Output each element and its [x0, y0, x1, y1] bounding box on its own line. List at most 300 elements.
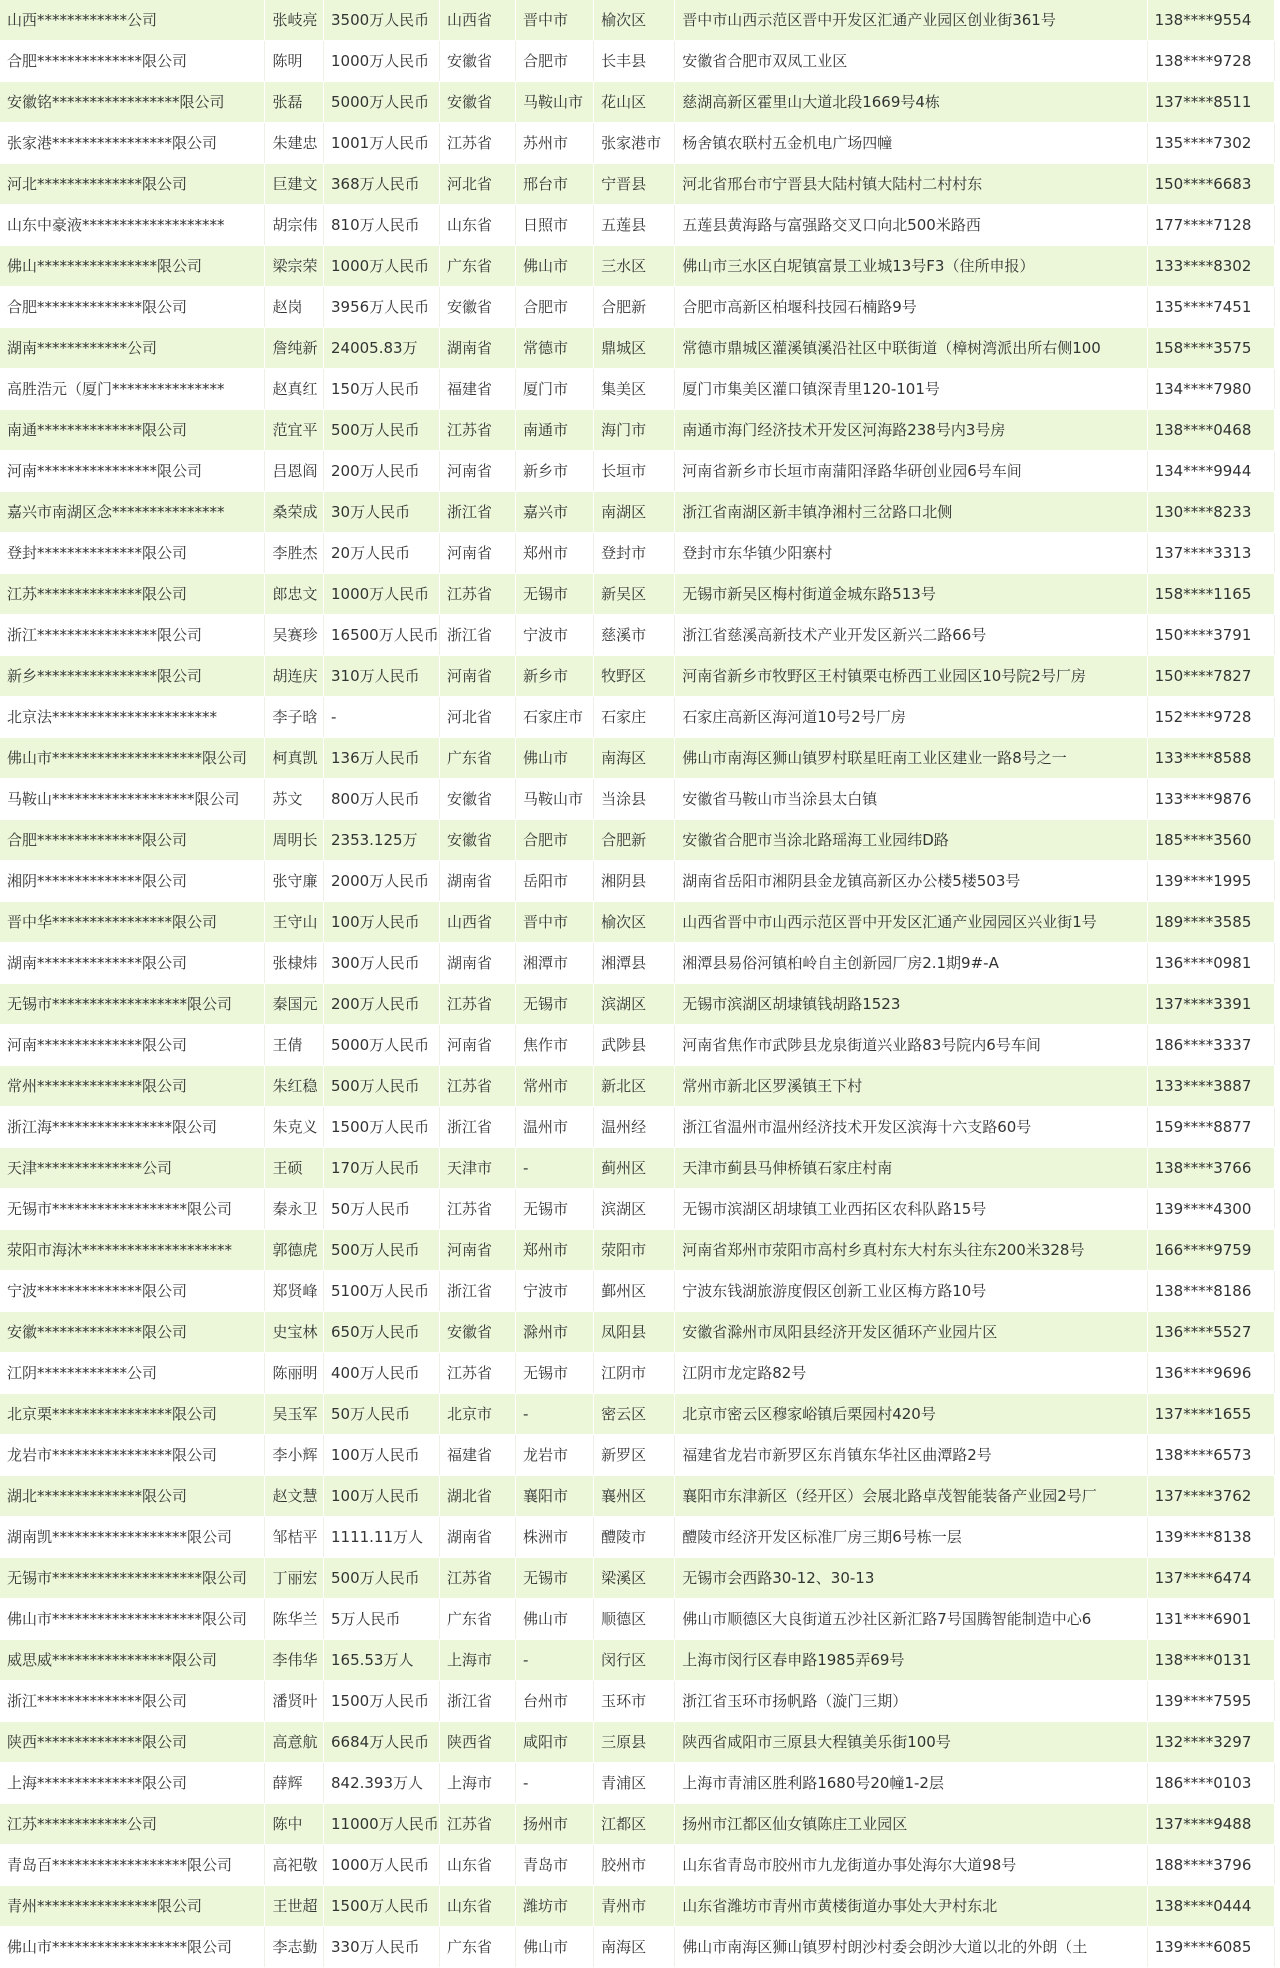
province-cell: 江苏省	[440, 410, 516, 451]
district-cell: 海门市	[594, 410, 675, 451]
district-cell: 江都区	[594, 1804, 675, 1845]
province-cell: 广东省	[440, 738, 516, 779]
capital-cell: 16500万人民币	[323, 615, 439, 656]
capital-cell: 50万人民币	[323, 1394, 439, 1435]
capital-cell: 1000万人民币	[323, 41, 439, 82]
city-cell: 石家庄市	[516, 697, 594, 738]
table-row	[0, 1107, 1275, 1148]
table-row	[0, 410, 1275, 451]
company-cell: 江苏**************限公司	[0, 574, 265, 615]
company-cell: 合肥**************限公司	[0, 287, 265, 328]
legal-person-cell: 赵真红	[265, 369, 324, 410]
province-cell: 浙江省	[440, 492, 516, 533]
address-cell: 襄阳市东津新区（经开区）会展北路卓茂智能装备产业园2号厂	[675, 1476, 1147, 1517]
city-cell: 佛山市	[516, 738, 594, 779]
table-row	[0, 1189, 1275, 1230]
province-cell: 湖北省	[440, 1476, 516, 1517]
capital-cell: 330万人民币	[323, 1927, 439, 1968]
district-cell: 合肥新	[594, 820, 675, 861]
province-cell: 江苏省	[440, 1804, 516, 1845]
capital-cell: 3500万人民币	[323, 0, 439, 41]
province-cell: 湖南省	[440, 328, 516, 369]
legal-person-cell: 郎忠文	[265, 574, 324, 615]
province-cell: 安徽省	[440, 287, 516, 328]
city-cell: 日照市	[516, 205, 594, 246]
address-cell: 杨舍镇农联村五金机电广场四幢	[675, 123, 1147, 164]
legal-person-cell: 李子晗	[265, 697, 324, 738]
company-cell: 青州****************限公司	[0, 1886, 265, 1927]
phone-cell: 177****7128	[1147, 205, 1274, 246]
capital-cell: 500万人民币	[323, 410, 439, 451]
district-cell: 青州市	[594, 1886, 675, 1927]
city-cell: 常德市	[516, 328, 594, 369]
district-cell: 滨湖区	[594, 984, 675, 1025]
district-cell: 襄州区	[594, 1476, 675, 1517]
district-cell: 荥阳市	[594, 1230, 675, 1271]
address-cell: 无锡市会西路30-12、30-13	[675, 1558, 1147, 1599]
city-cell: 合肥市	[516, 820, 594, 861]
district-cell: 顺德区	[594, 1599, 675, 1640]
legal-person-cell: 胡宗伟	[265, 205, 324, 246]
city-cell: -	[516, 1394, 594, 1435]
district-cell: 长垣市	[594, 451, 675, 492]
legal-person-cell: 范宜平	[265, 410, 324, 451]
phone-cell: 135****7302	[1147, 123, 1274, 164]
company-cell: 合肥**************限公司	[0, 820, 265, 861]
company-cell: 宁波**************限公司	[0, 1271, 265, 1312]
company-cell: 合肥**************限公司	[0, 41, 265, 82]
phone-cell: 134****9944	[1147, 451, 1274, 492]
capital-cell: 1500万人民币	[323, 1886, 439, 1927]
province-cell: 江苏省	[440, 574, 516, 615]
district-cell: 凤阳县	[594, 1312, 675, 1353]
address-cell: 扬州市江都区仙女镇陈庄工业园区	[675, 1804, 1147, 1845]
address-cell: 山东省青岛市胶州市九龙街道办事处海尔大道98号	[675, 1845, 1147, 1886]
company-cell: 佛山市******************限公司	[0, 1927, 265, 1968]
company-cell: 北京法**********************	[0, 697, 265, 738]
capital-cell: 2000万人民币	[323, 861, 439, 902]
district-cell: 长丰县	[594, 41, 675, 82]
table-row	[0, 1517, 1275, 1558]
district-cell: 登封市	[594, 533, 675, 574]
capital-cell: 500万人民币	[323, 1066, 439, 1107]
address-cell: 山西省晋中市山西示范区晋中开发区汇通产业园园区兴业街1号	[675, 902, 1147, 943]
phone-cell: 135****7451	[1147, 287, 1274, 328]
phone-cell: 158****3575	[1147, 328, 1274, 369]
address-cell: 安徽省滁州市凤阳县经济开发区循环产业园片区	[675, 1312, 1147, 1353]
legal-person-cell: 李志勤	[265, 1927, 324, 1968]
district-cell: 青浦区	[594, 1763, 675, 1804]
company-cell: 嘉兴市南湖区念***************	[0, 492, 265, 533]
district-cell: 醴陵市	[594, 1517, 675, 1558]
legal-person-cell: 朱建忠	[265, 123, 324, 164]
district-cell: 梁溪区	[594, 1558, 675, 1599]
province-cell: 上海市	[440, 1640, 516, 1681]
district-cell: 宁晋县	[594, 164, 675, 205]
province-cell: 湖南省	[440, 943, 516, 984]
province-cell: 广东省	[440, 1599, 516, 1640]
address-cell: 佛山市南海区狮山镇罗村联星旺南工业区建业一路8号之一	[675, 738, 1147, 779]
district-cell: 榆次区	[594, 902, 675, 943]
address-cell: 河南省郑州市荥阳市高村乡真村东大村东头往东200米328号	[675, 1230, 1147, 1271]
legal-person-cell: 桑荣成	[265, 492, 324, 533]
district-cell: 榆次区	[594, 0, 675, 41]
table-row	[0, 1435, 1275, 1476]
table-row	[0, 738, 1275, 779]
company-cell: 常州**************限公司	[0, 1066, 265, 1107]
table-row	[0, 164, 1275, 205]
city-cell: 苏州市	[516, 123, 594, 164]
company-cell: 湖北**************限公司	[0, 1476, 265, 1517]
company-cell: 湖南凯******************限公司	[0, 1517, 265, 1558]
district-cell: 南海区	[594, 1927, 675, 1968]
address-cell: 浙江省南湖区新丰镇净湘村三岔路口北侧	[675, 492, 1147, 533]
capital-cell: 1001万人民币	[323, 123, 439, 164]
legal-person-cell: 张棣炜	[265, 943, 324, 984]
address-cell: 宁波东钱湖旅游度假区创新工业区梅方路10号	[675, 1271, 1147, 1312]
capital-cell: 5100万人民币	[323, 1271, 439, 1312]
city-cell: 襄阳市	[516, 1476, 594, 1517]
capital-cell: 368万人民币	[323, 164, 439, 205]
table-row	[0, 451, 1275, 492]
phone-cell: 137****6474	[1147, 1558, 1274, 1599]
phone-cell: 133****8588	[1147, 738, 1274, 779]
province-cell: 安徽省	[440, 82, 516, 123]
address-cell: 河南省新乡市牧野区王村镇栗屯桥西工业园区10号院2号厂房	[675, 656, 1147, 697]
city-cell: 潍坊市	[516, 1886, 594, 1927]
city-cell: 邢台市	[516, 164, 594, 205]
phone-cell: 139****6085	[1147, 1927, 1274, 1968]
company-cell: 天津**************公司	[0, 1148, 265, 1189]
address-cell: 石家庄高新区海河道10号2号厂房	[675, 697, 1147, 738]
capital-cell: 170万人民币	[323, 1148, 439, 1189]
capital-cell: 500万人民币	[323, 1558, 439, 1599]
table-row	[0, 1640, 1275, 1681]
address-cell: 湘潭县易俗河镇桕岭自主创新园厂房2.1期9#-A	[675, 943, 1147, 984]
capital-cell: 165.53万人	[323, 1640, 439, 1681]
legal-person-cell: 梁宗荣	[265, 246, 324, 287]
capital-cell: 50万人民币	[323, 1189, 439, 1230]
address-cell: 上海市青浦区胜利路1680号20幢1-2层	[675, 1763, 1147, 1804]
company-cell: 湖南************公司	[0, 328, 265, 369]
phone-cell: 138****8186	[1147, 1271, 1274, 1312]
address-cell: 天津市蓟县马伸桥镇石家庄村南	[675, 1148, 1147, 1189]
legal-person-cell: 李伟华	[265, 1640, 324, 1681]
district-cell: 鼎城区	[594, 328, 675, 369]
city-cell: 湘潭市	[516, 943, 594, 984]
capital-cell: 5万人民币	[323, 1599, 439, 1640]
district-cell: 三原县	[594, 1722, 675, 1763]
company-cell: 浙江海****************限公司	[0, 1107, 265, 1148]
phone-cell: 137****3762	[1147, 1476, 1274, 1517]
district-cell: 花山区	[594, 82, 675, 123]
legal-person-cell: 高意航	[265, 1722, 324, 1763]
district-cell: 湘阴县	[594, 861, 675, 902]
district-cell: 当涂县	[594, 779, 675, 820]
address-cell: 慈湖高新区霍里山大道北段1669号4栋	[675, 82, 1147, 123]
district-cell: 玉环市	[594, 1681, 675, 1722]
district-cell: 新吴区	[594, 574, 675, 615]
address-cell: 陕西省咸阳市三原县大程镇美乐街100号	[675, 1722, 1147, 1763]
city-cell: 咸阳市	[516, 1722, 594, 1763]
legal-person-cell: 李小辉	[265, 1435, 324, 1476]
city-cell: 晋中市	[516, 902, 594, 943]
city-cell: 厦门市	[516, 369, 594, 410]
table-row	[0, 369, 1275, 410]
phone-cell: 137****3313	[1147, 533, 1274, 574]
address-cell: 五莲县黄海路与富强路交叉口向北500米路西	[675, 205, 1147, 246]
company-cell: 北京栗****************限公司	[0, 1394, 265, 1435]
capital-cell: 310万人民币	[323, 656, 439, 697]
company-cell: 新乡****************限公司	[0, 656, 265, 697]
capital-cell: 24005.83万	[323, 328, 439, 369]
district-cell: 鄞州区	[594, 1271, 675, 1312]
province-cell: 河南省	[440, 1230, 516, 1271]
province-cell: 河南省	[440, 1025, 516, 1066]
company-cell: 江苏************公司	[0, 1804, 265, 1845]
company-cell: 晋中华****************限公司	[0, 902, 265, 943]
address-cell: 佛山市三水区白坭镇富景工业城13号F3（住所申报）	[675, 246, 1147, 287]
district-cell: 石家庄	[594, 697, 675, 738]
phone-cell: 150****3791	[1147, 615, 1274, 656]
province-cell: 安徽省	[440, 779, 516, 820]
company-cell: 佛山市********************限公司	[0, 1599, 265, 1640]
table-row	[0, 123, 1275, 164]
province-cell: 河南省	[440, 451, 516, 492]
company-cell: 河北**************限公司	[0, 164, 265, 205]
table-row	[0, 1312, 1275, 1353]
company-cell: 安徽**************限公司	[0, 1312, 265, 1353]
province-cell: 上海市	[440, 1763, 516, 1804]
table-row	[0, 615, 1275, 656]
legal-person-cell: 史宝林	[265, 1312, 324, 1353]
province-cell: 安徽省	[440, 41, 516, 82]
legal-person-cell: 朱克义	[265, 1107, 324, 1148]
phone-cell: 138****0468	[1147, 410, 1274, 451]
city-cell: 南通市	[516, 410, 594, 451]
district-cell: 新北区	[594, 1066, 675, 1107]
province-cell: 山西省	[440, 902, 516, 943]
table-row	[0, 656, 1275, 697]
city-cell: 合肥市	[516, 287, 594, 328]
table-row	[0, 820, 1275, 861]
city-cell: 马鞍山市	[516, 779, 594, 820]
phone-cell: 138****6573	[1147, 1435, 1274, 1476]
city-cell: 郑州市	[516, 533, 594, 574]
legal-person-cell: 陈华兰	[265, 1599, 324, 1640]
table-row	[0, 492, 1275, 533]
company-cell: 荥阳市海沐********************	[0, 1230, 265, 1271]
capital-cell: 500万人民币	[323, 1230, 439, 1271]
district-cell: 武陟县	[594, 1025, 675, 1066]
city-cell: 新乡市	[516, 656, 594, 697]
table-row	[0, 574, 1275, 615]
legal-person-cell: 秦国元	[265, 984, 324, 1025]
legal-person-cell: 王硕	[265, 1148, 324, 1189]
legal-person-cell: 朱红稳	[265, 1066, 324, 1107]
province-cell: 江苏省	[440, 1189, 516, 1230]
legal-person-cell: 胡连庆	[265, 656, 324, 697]
city-cell: 台州市	[516, 1681, 594, 1722]
district-cell: 三水区	[594, 246, 675, 287]
city-cell: 佛山市	[516, 246, 594, 287]
province-cell: 山西省	[440, 0, 516, 41]
phone-cell: 186****0103	[1147, 1763, 1274, 1804]
district-cell: 南海区	[594, 738, 675, 779]
legal-person-cell: 苏文	[265, 779, 324, 820]
company-cell: 河南**************限公司	[0, 1025, 265, 1066]
address-cell: 浙江省玉环市扬帆路（漩门三期）	[675, 1681, 1147, 1722]
company-cell: 安徽铭*****************限公司	[0, 82, 265, 123]
capital-cell: 300万人民币	[323, 943, 439, 984]
address-cell: 安徽省马鞍山市当涂县太白镇	[675, 779, 1147, 820]
capital-cell: 30万人民币	[323, 492, 439, 533]
district-cell: 合肥新	[594, 287, 675, 328]
table-row	[0, 1066, 1275, 1107]
province-cell: 江苏省	[440, 1558, 516, 1599]
phone-cell: 139****1995	[1147, 861, 1274, 902]
table-row	[0, 1025, 1275, 1066]
address-cell: 河南省焦作市武陟县龙泉街道兴业路83号院内6号车间	[675, 1025, 1147, 1066]
phone-cell: 137****9488	[1147, 1804, 1274, 1845]
phone-cell: 136****0981	[1147, 943, 1274, 984]
legal-person-cell: 薛辉	[265, 1763, 324, 1804]
capital-cell: 200万人民币	[323, 451, 439, 492]
phone-cell: 132****3297	[1147, 1722, 1274, 1763]
address-cell: 上海市闵行区春申路1985弄69号	[675, 1640, 1147, 1681]
company-cell: 湘阴**************限公司	[0, 861, 265, 902]
district-cell: 五莲县	[594, 205, 675, 246]
company-cell: 无锡市******************限公司	[0, 1189, 265, 1230]
city-cell: 无锡市	[516, 984, 594, 1025]
province-cell: 浙江省	[440, 615, 516, 656]
province-cell: 江苏省	[440, 1066, 516, 1107]
table-row	[0, 902, 1275, 943]
phone-cell: 137****8511	[1147, 82, 1274, 123]
legal-person-cell: 丁丽宏	[265, 1558, 324, 1599]
city-cell: 宁波市	[516, 615, 594, 656]
capital-cell: 3956万人民币	[323, 287, 439, 328]
capital-cell: 1000万人民币	[323, 1845, 439, 1886]
legal-person-cell: 赵岗	[265, 287, 324, 328]
address-cell: 南通市海门经济技术开发区河海路238号内3号房	[675, 410, 1147, 451]
capital-cell: 6684万人民币	[323, 1722, 439, 1763]
company-cell: 张家港****************限公司	[0, 123, 265, 164]
phone-cell: 186****3337	[1147, 1025, 1274, 1066]
phone-cell: 139****7595	[1147, 1681, 1274, 1722]
table-row	[0, 0, 1275, 41]
company-cell: 登封**************限公司	[0, 533, 265, 574]
table-row	[0, 287, 1275, 328]
capital-cell: 650万人民币	[323, 1312, 439, 1353]
legal-person-cell: 赵文慧	[265, 1476, 324, 1517]
legal-person-cell: 高祀敬	[265, 1845, 324, 1886]
table-row	[0, 246, 1275, 287]
capital-cell: 5000万人民币	[323, 1025, 439, 1066]
province-cell: 江苏省	[440, 984, 516, 1025]
city-cell: 龙岩市	[516, 1435, 594, 1476]
province-cell: 浙江省	[440, 1271, 516, 1312]
city-cell: 新乡市	[516, 451, 594, 492]
phone-cell: 137****1655	[1147, 1394, 1274, 1435]
phone-cell: 138****0131	[1147, 1640, 1274, 1681]
company-cell: 青岛百******************限公司	[0, 1845, 265, 1886]
address-cell: 湖南省岳阳市湘阴县金龙镇高新区办公楼5楼503号	[675, 861, 1147, 902]
district-cell: 张家港市	[594, 123, 675, 164]
capital-cell: 11000万人民币	[323, 1804, 439, 1845]
company-cell: 浙江****************限公司	[0, 615, 265, 656]
company-cell: 无锡市********************限公司	[0, 1558, 265, 1599]
table-row	[0, 1927, 1275, 1968]
address-cell: 安徽省合肥市当涂北路瑶海工业园纬D路	[675, 820, 1147, 861]
province-cell: 湖南省	[440, 861, 516, 902]
phone-cell: 138****0444	[1147, 1886, 1274, 1927]
province-cell: 河南省	[440, 533, 516, 574]
capital-cell: 2353.125万	[323, 820, 439, 861]
province-cell: 山东省	[440, 1845, 516, 1886]
capital-cell: 810万人民币	[323, 205, 439, 246]
capital-cell: 842.393万人	[323, 1763, 439, 1804]
legal-person-cell: 陈丽明	[265, 1353, 324, 1394]
phone-cell: 133****3887	[1147, 1066, 1274, 1107]
legal-person-cell: 秦永卫	[265, 1189, 324, 1230]
province-cell: 广东省	[440, 1927, 516, 1968]
phone-cell: 150****6683	[1147, 164, 1274, 205]
province-cell: 山东省	[440, 1886, 516, 1927]
address-cell: 无锡市滨湖区胡埭镇工业西拓区农科队路15号	[675, 1189, 1147, 1230]
district-cell: 密云区	[594, 1394, 675, 1435]
capital-cell: 1500万人民币	[323, 1681, 439, 1722]
district-cell: 江阴市	[594, 1353, 675, 1394]
legal-person-cell: 潘贤叶	[265, 1681, 324, 1722]
phone-cell: 152****9728	[1147, 697, 1274, 738]
district-cell: 胶州市	[594, 1845, 675, 1886]
table-row	[0, 943, 1275, 984]
company-cell: 山西************公司	[0, 0, 265, 41]
city-cell: -	[516, 1148, 594, 1189]
city-cell: 嘉兴市	[516, 492, 594, 533]
table-row	[0, 1722, 1275, 1763]
table-row	[0, 1148, 1275, 1189]
phone-cell: 138****3766	[1147, 1148, 1274, 1189]
province-cell: 河北省	[440, 697, 516, 738]
city-cell: 马鞍山市	[516, 82, 594, 123]
city-cell: 佛山市	[516, 1927, 594, 1968]
company-cell: 南通**************限公司	[0, 410, 265, 451]
city-cell: -	[516, 1763, 594, 1804]
province-cell: 安徽省	[440, 1312, 516, 1353]
city-cell: 郑州市	[516, 1230, 594, 1271]
table-row	[0, 697, 1275, 738]
company-cell: 江阴************公司	[0, 1353, 265, 1394]
address-cell: 晋中市山西示范区晋中开发区汇通产业园区创业街361号	[675, 0, 1147, 41]
address-cell: 浙江省慈溪高新技术产业开发区新兴二路66号	[675, 615, 1147, 656]
phone-cell: 131****6901	[1147, 1599, 1274, 1640]
address-cell: 河北省邢台市宁晋县大陆村镇大陆村二村村东	[675, 164, 1147, 205]
table-row	[0, 779, 1275, 820]
district-cell: 湘潭县	[594, 943, 675, 984]
table-row	[0, 1763, 1275, 1804]
legal-person-cell: 郭德虎	[265, 1230, 324, 1271]
city-cell: 滁州市	[516, 1312, 594, 1353]
district-cell: 温州经	[594, 1107, 675, 1148]
capital-cell: 5000万人民币	[323, 82, 439, 123]
city-cell: 无锡市	[516, 1353, 594, 1394]
table-row	[0, 1845, 1275, 1886]
phone-cell: 158****1165	[1147, 574, 1274, 615]
city-cell: 无锡市	[516, 574, 594, 615]
city-cell: 宁波市	[516, 1271, 594, 1312]
